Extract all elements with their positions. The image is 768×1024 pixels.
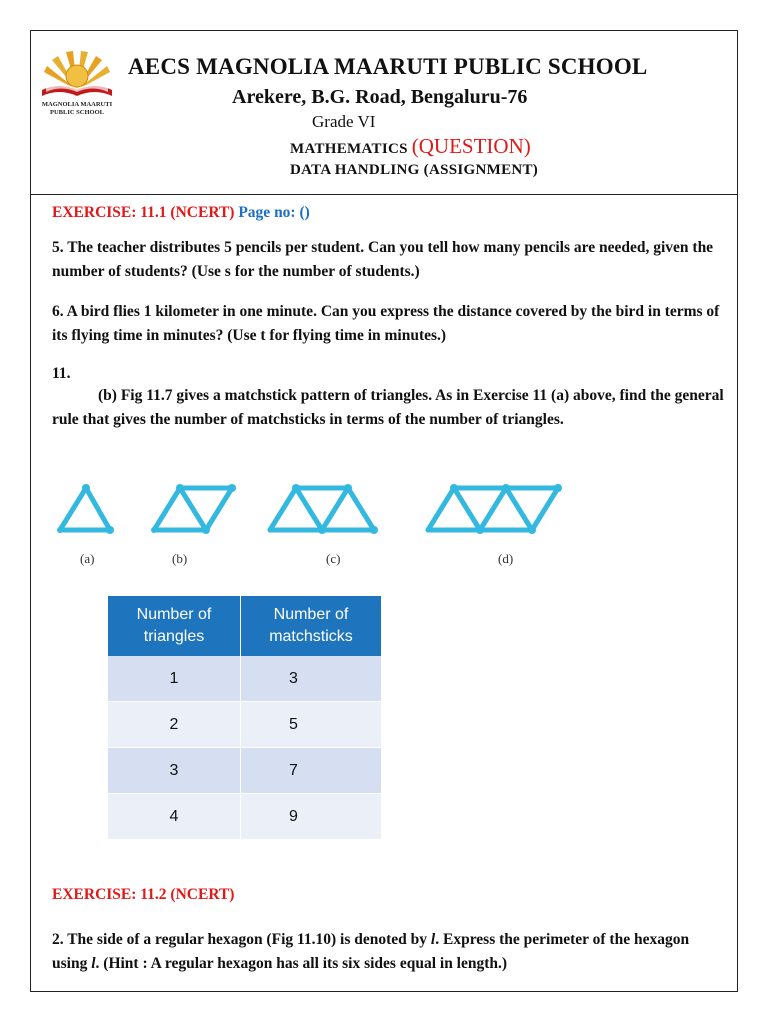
exercise-1-page-ref: Page no: () (238, 204, 310, 221)
matchstick-triangles-figure (48, 472, 568, 572)
subject-type: (QUESTION) (411, 134, 531, 158)
sunburst-icon (44, 51, 110, 90)
q2-text-3: . (Hint : A regular hexagon has all its six sides equal in length.) (95, 955, 508, 972)
table-header-triangles: Number of triangles (108, 596, 241, 656)
figure-label-c: (c) (326, 551, 341, 566)
topic-title: DATA HANDLING (ASSIGNMENT) (290, 162, 539, 178)
table-header-matchsticks: Number of matchsticks (241, 596, 382, 656)
grade-label: Grade VI (312, 112, 376, 131)
pattern-c (270, 488, 374, 530)
q2-var-l: l (430, 931, 436, 948)
question-11-number: 11. (52, 365, 71, 382)
school-name: AECS MAGNOLIA MAARUTI PUBLIC SCHOOL (128, 54, 648, 79)
table-cell: 1 (108, 656, 241, 702)
table-row (108, 656, 381, 702)
table-cell: 4 (108, 794, 241, 840)
header-divider (30, 194, 738, 195)
table-cell: 3 (108, 748, 241, 794)
q2-text-1: 2. The side of a regular hexagon (Fig 11.10) is denoted by (52, 931, 431, 948)
table-cell: 9 (241, 794, 382, 840)
table-cell: 2 (108, 702, 241, 748)
question-6: 6. A bird flies 1 kilometer in one minute. Can you express the distance covered by the bird in terms of its flying time in minutes? (Use t for flying time in minutes.) (52, 303, 720, 344)
q2-text-2: . Express the perimeter of the hexagon using (52, 931, 690, 972)
q2-var-l: l (91, 955, 96, 972)
matchstick-table (108, 596, 381, 840)
figure-label-d: (d) (498, 551, 514, 566)
svg-text:MAGNOLIA MAARUTI: MAGNOLIA MAARUTI (41, 101, 113, 108)
table-row (108, 748, 381, 794)
exercise-2-title: EXERCISE: 11.2 (NCERT) (52, 886, 235, 903)
exercise-2-question-2 (52, 928, 724, 976)
subject-name: MATHEMATICS (290, 141, 408, 157)
school-logo (34, 50, 120, 122)
question-11b: (b) Fig 11.7 gives a matchstick pattern of triangles. As in Exercise 11 (a) above, find the general rule that gives the number of matchsticks in terms of the number of triangles. (52, 387, 724, 428)
school-address: Arekere, B.G. Road, Bengaluru-76 (232, 86, 528, 108)
question-5: 5. The teacher distributes 5 pencils per student. Can you tell how many pencils are needed, given the number of students? (Use s for the number of students.) (52, 239, 714, 280)
table-row (108, 702, 381, 748)
exercise-1-heading (52, 201, 724, 225)
table-cell: 7 (241, 748, 382, 794)
table-cell: 3 (241, 656, 382, 702)
table-cell: 5 (241, 702, 382, 748)
subject-line (290, 134, 531, 159)
figure-label-a: (a) (80, 551, 95, 566)
svg-text:PUBLIC SCHOOL: PUBLIC SCHOOL (50, 109, 104, 116)
figure-label-b: (b) (172, 551, 188, 566)
table-row (108, 794, 381, 840)
exercise-1-title: EXERCISE: 11.1 (NCERT) (52, 204, 235, 221)
pattern-b (154, 488, 232, 530)
pattern-d (428, 488, 558, 530)
pattern-a (60, 488, 110, 530)
